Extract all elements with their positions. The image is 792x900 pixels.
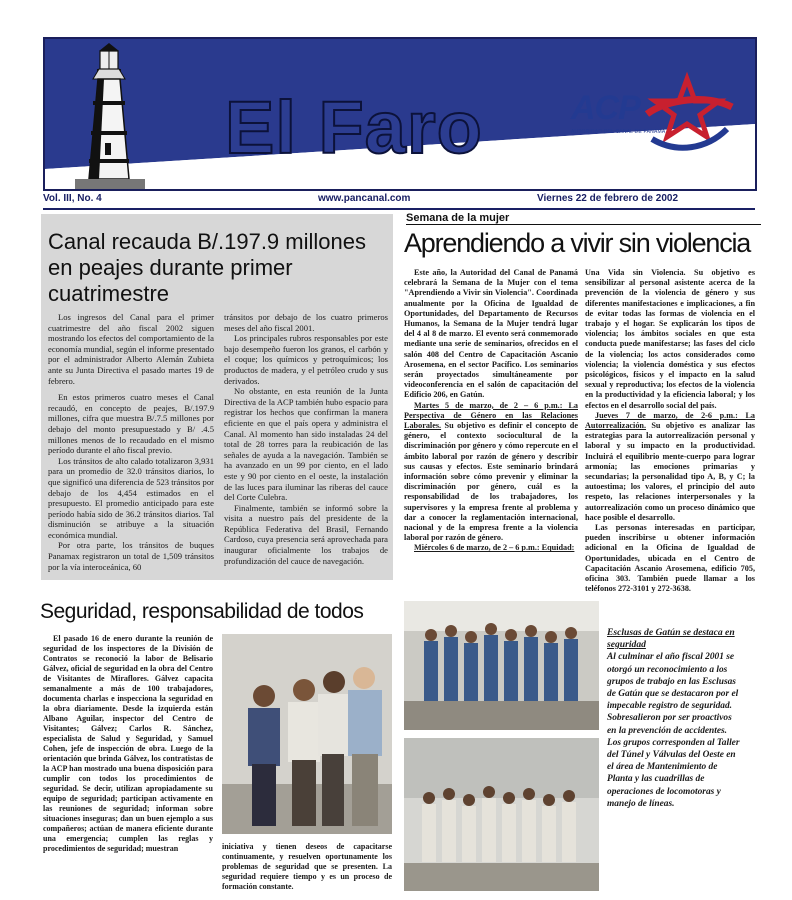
article-canal-headline: Canal recauda B/.197.9 millones en peajes durante primer cuatrimestre: [48, 229, 366, 306]
acp-logo-text: ACP: [571, 89, 640, 127]
photo-people-illustration: [222, 634, 392, 834]
website-url: www.pancanal.com: [318, 193, 411, 204]
paragraph: Las personas interesadas en participar, pueden inscribirse u obtener información adicional en la Oficina de Igualdad de Oportunidades, ubicada en el Centro de Capacitación Ascanio Arosemena, edificio 705, oficina 303. También puede llamar a los teléfonos 272-3101 y 272-3638.: [585, 523, 755, 594]
acp-logo: [567, 69, 747, 179]
photo-group-illustration: [404, 738, 599, 891]
paragraph: El pasado 16 de enero durante la reunión de seguridad de los inspectores de la División de Contratos se reconoció la labor de Belisario Gálvez, oficial de seguridad en la obra del Centro de Visitantes de Miraflores. Gálvez capacita semanalmente a más de 100 trabajadores, documenta charlas e inspecciona la seguridad en la obra diariamente. Desde la izquierda están Albano Aguilar, inspector del Centro de Visitantes; Gálvez; Carlos R. Sánchez, especialista de Salud y Seguridad, y Samuel Cohen, jefe de inspección de obra. Luego de la orientación que brinda Gálvez, los contratistas de la ACP han mostrado una buena disposición para cumplir con todos los procedimientos de seguridad. Se decir, utilizan apropiadamente su equipo de seguridad; participan activamente en las reuniones de seguridad; informan sobre situaciones inseguras; dan un buen ejemplo a sus compañeros; actúan de manera eficiente durante una emergencia; cumplen las reglas y procedimientos de seguridad; muestran: [43, 634, 213, 853]
issue-date: Viernes 22 de febrero de 2002: [537, 193, 679, 204]
masthead: [43, 37, 757, 191]
paragraph: Su objetivo es definir el concepto de género, el contexto sociocultural de la discriminación por género y cómo repercute en el ámbito laboral por razón de género y describir sus causas y efectos. Este seminario brindará información sobre cómo prevenir y eliminar la discriminación por género, cuál es la responsabilidad de los trabajadores, los supervisores y la empresa frente al problema y dar a conocer la reglamentación internacional, nacional y de la empresa frente a la violencia laboral por razón de género.: [404, 421, 578, 543]
sidebar-body: Al culminar el año fiscal 2001 se otorgó un reconocimiento a los grupos de trabajo en las Esclusas de Gatún que se destacaron por el impecable registro de seguridad. Sobresalieron por ser proactivos en la prevención de accidentes. Los grupos corresponden al Taller del Túnel y Válvulas del Oeste en el área de Mantenimiento de Planta y las cuadrillas de operaciones de locomotoras y manejo de líneas.: [607, 652, 740, 809]
paragraph: Los principales rubros responsables por este bajo desempeño fueron los granos, el carbón y el coque; los químicos y petroquímicos; los productos de madera, y el petróleo crudo y sus derivados.: [224, 333, 388, 386]
article-violencia-headline: Aprendiendo a vivir sin violencia: [404, 228, 751, 258]
seminar-heading: Martes 5 de marzo, de 2 – 6 p.m.: La Perspectiva de Género en las Relaciones Laborales.: [404, 400, 578, 431]
article-violencia-column-1: [404, 268, 578, 554]
paragraph: Este año, la Autoridad del Canal de Panamá celebrará la Semana de la Mujer con el tema "Aprendiendo a Vivir sin Violencia". Coordinada anualmente por la Oficina de Igualdad de Oportunidades, del Departamento de Recursos Humanos, la Semana de la Mujer tendrá lugar del 4 al 8 de marzo. El evento será conmemorado mediante una serie de seminarios, ofrecidos en el salón 408 del Centro de Capacitación Ascanio Arosemena, en el sector Pacífico. Los seminarios serán proyectados simultáneamente por videoconferencia en el salón de capacitación del Edificio 206, en Gatún.: [404, 268, 578, 400]
paragraph: Finalmente, también se informó sobre la visita a nuestro país del presidente de la República Federativa del Brasil, Fernando Cardoso, cuya presencia será aprovechada para inaugurar oficialmente los trabajos de profundización del cauce de navegación.: [224, 502, 388, 566]
volume-number: Vol. III, No. 4: [43, 193, 102, 204]
article-seguridad-column-1: [43, 634, 213, 854]
seminar-heading: Jueves 7 de marzo, de 2-6 p.m.: La Autorrealización.: [585, 410, 755, 431]
sidebar-headline: Esclusas de Gatún se destaca en seguridad: [607, 627, 735, 651]
article-seguridad-column-2: [222, 842, 392, 892]
paragraph: Su objetivo es analizar las estrategias para la autorrealización personal y laboral y su impacto en la productividad. Incluirá el equilibrio mente-cuerpo para lograr armonía; las emociones primarias y secundarias; la personalidad tipo A, B, y C; la autoestima; los valores, el principio del auto respeto, las relaciones interpersonales y la autorrealización como un proceso dinámico que hace posible el desarrollo.: [585, 421, 755, 522]
paragraph: Por otra parte, los tránsitos de buques Panamax registraron un total de 1,509 tránsitos por la vía interoceánica, 60: [48, 540, 214, 572]
photo-work-group-1: [404, 601, 599, 730]
acp-logo-subtitle: AUTORIDAD DEL CANAL DE PANAMÁ: [571, 129, 666, 135]
photo-safety-officers: [222, 634, 392, 834]
article-canal-column-1: [48, 312, 214, 572]
seminar-heading: Miércoles 6 de marzo, de 2 – 6 p.m.: Equidad:: [414, 543, 575, 553]
paragraph: tránsitos por debajo de los cuatro primeros meses del año fiscal 2001.: [224, 312, 388, 333]
paragraph: Los ingresos del Canal para el primer cuatrimestre del año fiscal 2002 siguen mostrando los efectos del comportamiento de la economía mundial, según el informe presentado por el administrador Alberto Alemán Zubieta ante su Junta Directiva el pasado martes 19 de febrero.: [48, 312, 214, 386]
article-seguridad-headline: Seguridad, responsabilidad de todos: [40, 600, 364, 623]
sidebar-gatun-safety: [607, 627, 742, 810]
paragraph: iniciativa y tienen deseos de capacitarse continuamente, y resuelven oportunamente los problemas de seguridad que se presenten. La seguridad requiere tiempo y es un proceso de formación constante.: [222, 842, 392, 891]
paragraph: En estos primeros cuatro meses el Canal recaudó, en concepto de peajes, B/.197.9 millones, cifra que muestra B/.7.5 millones por debajo del monto presupuestado y B/ .4.5 millones menos de lo recaudado en el mismo período durante el año fiscal previo.: [48, 392, 214, 456]
paragraph: Una Vida sin Violencia. Su objetivo es sensibilizar al personal asistente acerca de la prevención de la violencia de género y sus diferentes manifestaciones e implicaciones, a fin de evitar todas las formas de violencia en el trabajo y el hogar. Se explicarán los tipos de violencia; los ámbitos sociales en que esta conducta puede manifestarse; las fases del ciclo de la violencia; los actos considerados como violencia; la violencia doméstica y sus efectos psicológicos, físicos y el impacto en la salud sexual y reproductiva; los efectos de la violencia en la productividad y la eficiencia laboral; y los efectos en el desarrollo social del país.: [585, 268, 755, 410]
header-rule: [43, 208, 755, 210]
article-canal-column-2: [224, 312, 388, 566]
article-violencia-column-2: [585, 268, 755, 595]
paragraph: No obstante, en esta reunión de la Junta Directiva de la ACP también hubo espacio para registrar los hechos que confirman la manera eficiente en que el país opera y administra el Canal. Al momento han sido instaladas 24 del total de 28 torres para la reubicación de las señales de ayuda a la navegación. También se ha avanzado en un 99 por ciento, en el lado este y 90 por ciento en el oeste, la instalación de las luces para iluminar las riberas del cauce del Corte Culebra.: [224, 386, 388, 503]
photo-work-group-2: [404, 738, 599, 891]
section-kicker: Semana de la mujer: [406, 212, 761, 225]
photo-group-illustration: [404, 601, 599, 730]
newspaper-title: El Faro: [225, 86, 483, 169]
paragraph: Los tránsitos de alto calado totalizaron 3,931 para un promedio de 32.0 tránsitos diarios, lo que significó una diferencia de 523 tránsitos por debajo de los 4,454 estimados en el presupuesto. El promedio anticipado para este período había sido de 36.2 tránsitos diarios. Tal disminución se atribuye a la situación económica mundial.: [48, 455, 214, 540]
